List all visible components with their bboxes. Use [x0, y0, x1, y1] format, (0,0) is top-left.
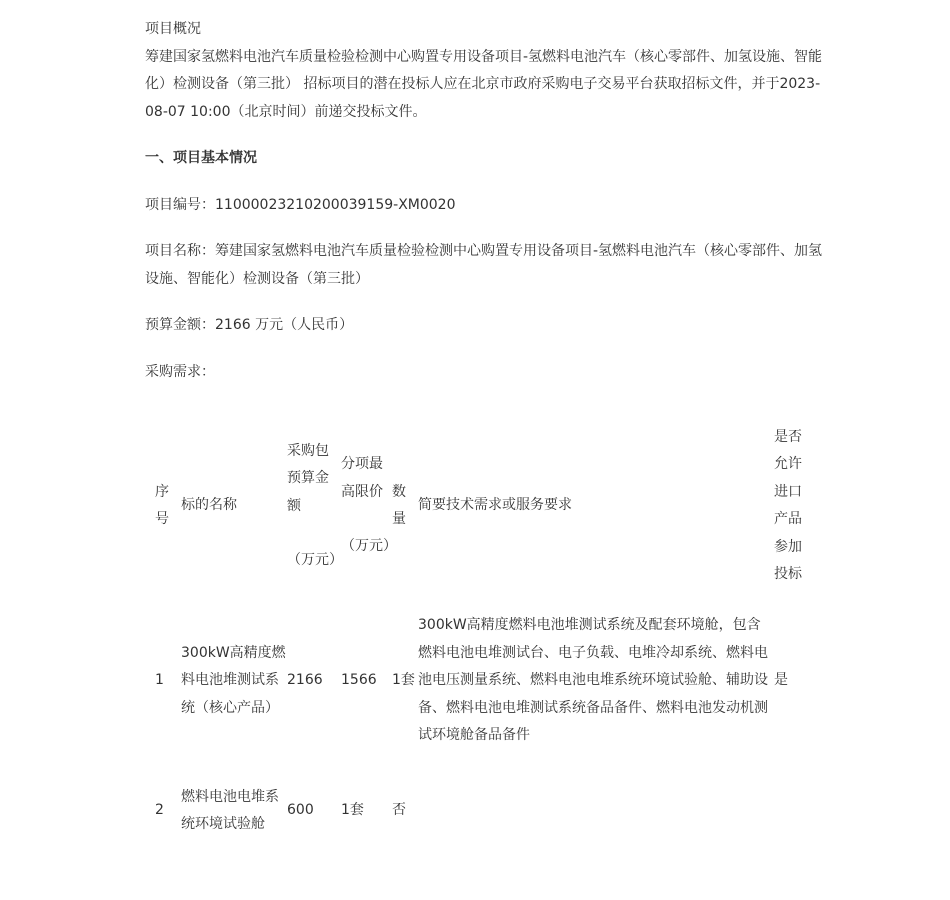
header-name: 标的名称 — [181, 497, 237, 514]
cell-name: 300kW高精度燃料电池堆测试系统（核心产品） — [181, 644, 286, 716]
cell-import — [774, 763, 815, 859]
project-name: 项目名称：筹建国家氢燃料电池汽车质量检验检测中心购置专用设备项目-氢燃料电池汽车（核心零部件、加氢设施、智能化）检测设备（第三批） — [145, 243, 823, 287]
section-heading: 一、项目基本情况 — [145, 150, 257, 166]
cell-budget: 2166 — [287, 672, 323, 689]
header-requirements: 简要技术需求或服务要求 — [418, 497, 572, 514]
announcement-content — [145, 16, 835, 859]
requirements-label: 采购需求： — [145, 363, 215, 380]
header-import: 是否允许进口产品参加投标 — [774, 428, 802, 582]
budget-amount: 预算金额：2166 万元（人民币） — [145, 317, 354, 333]
cell-name: 燃料电池电堆系统环境试验舱 — [181, 788, 279, 832]
cell-max-price: 1566 — [341, 672, 377, 689]
table-row — [145, 763, 815, 859]
cell-requirements: 300kW高精度燃料电池堆测试系统及配套环境舱，包含燃料电池电堆测试台、电子负载、电堆冷却系统、燃料电池电压测量系统、燃料电池电堆系统环境试验舱、辅助设备、燃料电池电堆测试系统备品备件、燃料电池发动机测试环境舱备品备件 — [418, 617, 768, 744]
header-budget — [287, 413, 341, 599]
overview-text: 筹建国家氢燃料电池汽车质量检验检测中心购置专用设备项目-氢燃料电池汽车（核心零部件、加氢设施、智能化）检测设备（第三批） 招标项目的潜在投标人应在北京市政府采购电子交易平台获取招标文件，并于2023-08-07 10:00（北京时间）前递交投标文件。 — [145, 48, 823, 120]
header-max-gap — [341, 506, 392, 533]
cell-no: 2 — [155, 802, 164, 819]
cell-budget: 600 — [287, 802, 314, 819]
table-header-row — [145, 413, 815, 599]
cell-qty: 否 — [392, 802, 406, 819]
cell-no: 1 — [155, 672, 164, 689]
cell-max-price: 1套 — [341, 802, 364, 819]
header-budget-gap — [287, 520, 341, 547]
header-budget-unit: （万元） — [287, 552, 343, 568]
cell-import: 是 — [774, 672, 788, 689]
header-no: 序号 — [155, 483, 169, 527]
header-budget-main: 采购包预算金额 — [287, 442, 329, 514]
header-max-main: 分项最高限价 — [341, 456, 383, 500]
project-number: 项目编号：11000023210200039159-XM0020 — [145, 196, 456, 213]
header-qty: 数量 — [392, 483, 406, 527]
requirements-table — [145, 413, 815, 859]
header-max-unit: （万元） — [341, 538, 397, 555]
header-max-price — [341, 413, 397, 599]
cell-qty: 1套 — [392, 672, 415, 689]
table-row — [145, 599, 815, 763]
cell-requirements — [418, 763, 774, 859]
overview-title: 项目概况 — [145, 21, 201, 37]
